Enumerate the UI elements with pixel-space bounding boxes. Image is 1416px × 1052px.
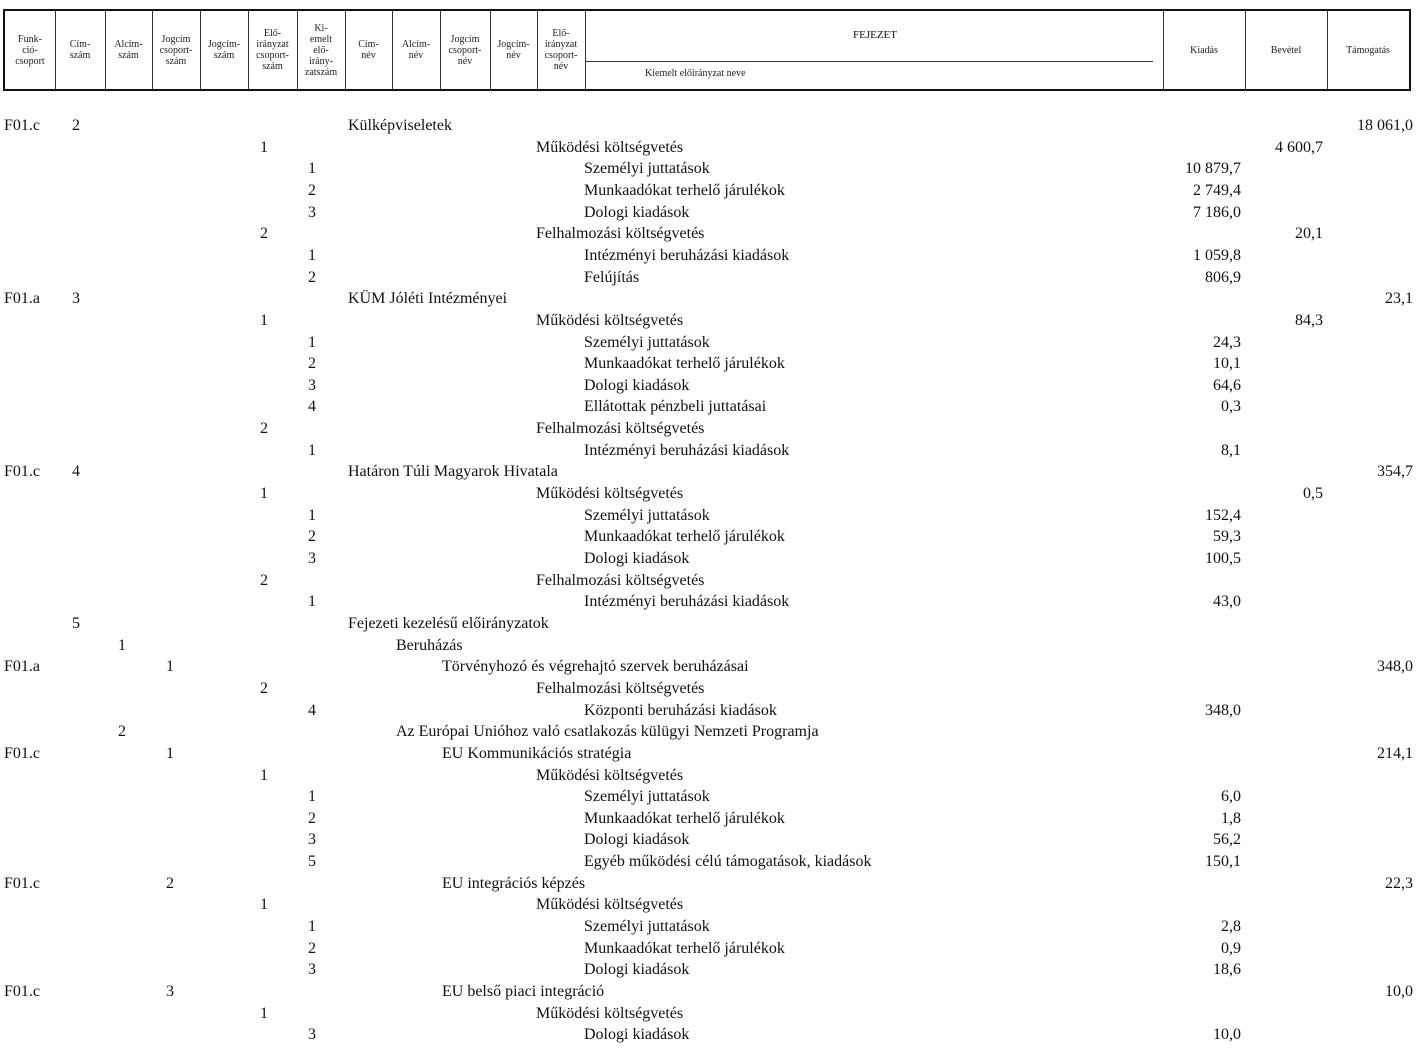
table-row [0, 701, 1416, 723]
header-col-eloiranyzatcsoportszam: Elő- irányzat csoport- szám [256, 28, 289, 72]
cell-ke: 3 [308, 550, 316, 567]
cell-name: Fejezeti kezelésű előirányzatok [348, 614, 549, 632]
table-row [0, 722, 1416, 744]
table-row [0, 830, 1416, 852]
cell-ecs: 1 [260, 138, 268, 156]
cell-name: Határon Túli Magyarok Hivatala [348, 463, 558, 481]
cell-bev: 84,3 [1295, 311, 1323, 329]
table-row [0, 527, 1416, 549]
cell-name: Intézményi beruházási kiadások [584, 593, 790, 611]
cell-jcs: 1 [166, 658, 174, 676]
table-row [0, 982, 1416, 1004]
cell-kiadas: 64,6 [1213, 376, 1241, 394]
cell-ke: 1 [308, 788, 316, 806]
cell-ecs: 1 [260, 896, 268, 914]
cell-kiadas: 806,9 [1205, 268, 1241, 286]
table-row [0, 181, 1416, 203]
cell-ke: 5 [308, 853, 316, 871]
cell-name: Dologi kiadások [584, 550, 690, 567]
table-row [0, 354, 1416, 376]
cell-kiadas: 18,6 [1213, 961, 1241, 979]
cell-ke: 4 [308, 701, 316, 719]
table-row [0, 592, 1416, 614]
cell-name: Az Európai Unióhoz való csatlakozás külügyi Nemzeti Programja [396, 723, 819, 741]
header-divider [585, 11, 586, 89]
cell-name: Személyi juttatások [584, 160, 710, 178]
header-col-jogcimnev: Jogcím- név [497, 39, 530, 61]
table-row [0, 852, 1416, 874]
cell-kiadas: 2,8 [1221, 918, 1241, 936]
header-col-bevetel: Bevétel [1270, 44, 1302, 56]
cell-name: Dologi kiadások [584, 961, 690, 979]
table-row [0, 116, 1416, 138]
cell-name: Munkaadókat terhelő járulékok [584, 939, 785, 957]
header-col-jogcimcsoportszam: Jogcím csoport- szám [159, 33, 193, 67]
cell-alcim: 2 [118, 723, 126, 741]
cell-kiadas: 10,1 [1213, 355, 1241, 373]
cell-name: Dologi kiadások [584, 831, 690, 849]
table-row [0, 268, 1416, 290]
cell-kiadas: 150,1 [1205, 853, 1241, 871]
table-row [0, 333, 1416, 355]
cell-kiadas: 6,0 [1221, 788, 1241, 806]
table-row [0, 657, 1416, 679]
cell-bev: 0,5 [1303, 485, 1323, 503]
cell-kiadas: 2 749,4 [1193, 181, 1241, 199]
table-row [0, 960, 1416, 982]
cell-name: EU belső piaci integráció [442, 983, 605, 1000]
cell-name: Központi beruházási kiadások [584, 701, 777, 719]
cell-kiadas: 24,3 [1213, 333, 1241, 351]
cell-kiadas: 43,0 [1213, 593, 1241, 611]
table-row [0, 1025, 1416, 1047]
cell-kiadas: 1,8 [1221, 809, 1241, 827]
table-row [0, 549, 1416, 571]
cell-ke: 1 [308, 333, 316, 351]
cell-cim: 3 [72, 290, 80, 308]
cell-name: Működési költségvetés [536, 766, 684, 784]
cell-ke: 4 [308, 398, 316, 416]
cell-name: Intézményi beruházási kiadások [584, 441, 790, 459]
cell-kiadas: 348,0 [1205, 701, 1241, 719]
cell-tam: 354,7 [1377, 463, 1413, 481]
cell-name: EU integrációs képzés [442, 874, 586, 892]
cell-ke: 2 [308, 355, 316, 373]
header-col-funkcio: Funk- ció- csoport [15, 33, 45, 67]
cell-func: F01.c [4, 874, 40, 892]
table-row [0, 397, 1416, 419]
cell-ke: 2 [308, 939, 316, 957]
header-kiemelt: Kiemelt előirányzat neve [645, 68, 746, 79]
table-row [0, 462, 1416, 484]
cell-name: Dologi kiadások [584, 1026, 690, 1044]
cell-ecs: 1 [260, 1004, 268, 1022]
cell-ecs: 1 [260, 311, 268, 329]
cell-func: F01.a [4, 658, 40, 676]
cell-ke: 3 [308, 376, 316, 394]
cell-name: EU Kommunikációs stratégia [442, 744, 632, 762]
cell-jcs: 2 [166, 874, 174, 892]
header-col-cimszam: Cím- szám [69, 39, 91, 61]
table-row [0, 138, 1416, 160]
table-row [0, 679, 1416, 701]
table-row [0, 939, 1416, 961]
cell-ke: 3 [308, 831, 316, 849]
cell-tam: 18 061,0 [1357, 117, 1413, 134]
cell-name: Felújítás [584, 268, 640, 286]
cell-ecs: 1 [260, 766, 268, 784]
cell-tam: 10,0 [1385, 983, 1413, 1000]
cell-cim: 2 [72, 117, 80, 134]
cell-ecs: 2 [260, 225, 268, 243]
cell-name: Személyi juttatások [584, 918, 710, 936]
cell-ke: 2 [308, 528, 316, 546]
header-col-jogcimcsoportnev: Jogcím csoport- név [448, 33, 482, 67]
table-row [0, 636, 1416, 658]
cell-name: Felhalmozási költségvetés [536, 571, 705, 589]
header-col-alcimnev: Alcím- név [401, 39, 431, 61]
header-col-alcimszam: Alcím- szám [114, 39, 143, 61]
table-row [0, 874, 1416, 896]
cell-name: KÜM Jóléti Intézményei [348, 290, 508, 308]
cell-ke: 3 [308, 203, 316, 221]
table-row [0, 289, 1416, 311]
cell-kiadas: 1 059,8 [1193, 246, 1241, 264]
cell-name: Működési költségvetés [536, 138, 684, 156]
cell-cim: 5 [72, 614, 80, 632]
cell-bev: 4 600,7 [1275, 138, 1323, 156]
cell-name: Intézményi beruházási kiadások [584, 246, 790, 264]
cell-name: Dologi kiadások [584, 376, 690, 394]
table-row [0, 917, 1416, 939]
cell-ke: 1 [308, 593, 316, 611]
cell-name: Munkaadókat terhelő járulékok [584, 355, 785, 373]
table-row [0, 744, 1416, 766]
table-row [0, 1004, 1416, 1026]
cell-name: Egyéb működési célú támogatások, kiadások [584, 853, 872, 871]
cell-kiadas: 0,3 [1221, 398, 1241, 416]
header-col-cimnev: Cím- név [358, 39, 379, 61]
cell-ecs: 2 [260, 420, 268, 438]
cell-name: Személyi juttatások [584, 788, 710, 806]
cell-name: Munkaadókat terhelő járulékok [584, 181, 785, 199]
cell-func: F01.c [4, 983, 40, 1000]
cell-name: Ellátottak pénzbeli juttatásai [584, 398, 767, 416]
cell-ke: 1 [308, 441, 316, 459]
cell-name: Működési költségvetés [536, 485, 684, 503]
table-row [0, 787, 1416, 809]
cell-name: Törvényhozó és végrehajtó szervek beruházásai [442, 658, 749, 676]
cell-jcs: 1 [166, 744, 174, 762]
cell-ke: 2 [308, 181, 316, 199]
cell-name: Beruházás [396, 636, 463, 654]
table-row [0, 203, 1416, 225]
cell-kiadas: 56,2 [1213, 831, 1241, 849]
cell-kiadas: 0,9 [1221, 939, 1241, 957]
cell-kiadas: 7 186,0 [1193, 203, 1241, 221]
cell-func: F01.c [4, 117, 40, 134]
cell-ecs: 1 [260, 485, 268, 503]
cell-tam: 22,3 [1385, 874, 1413, 892]
cell-kiadas: 152,4 [1205, 506, 1241, 524]
header-col-kiemelteloiranyzatszam: Ki- emelt elő- irány- zatszám [304, 22, 338, 78]
cell-ke: 1 [308, 506, 316, 524]
cell-ke: 2 [308, 809, 316, 827]
table-row [0, 224, 1416, 246]
table-row [0, 419, 1416, 441]
cell-ke: 1 [308, 246, 316, 264]
cell-name: Dologi kiadások [584, 203, 690, 221]
cell-ke: 1 [308, 918, 316, 936]
cell-name: Felhalmozási költségvetés [536, 679, 705, 697]
cell-ecs: 2 [260, 571, 268, 589]
cell-name: Személyi juttatások [584, 506, 710, 524]
cell-kiadas: 59,3 [1213, 528, 1241, 546]
cell-jcs: 3 [166, 983, 174, 1000]
cell-ecs: 2 [260, 679, 268, 697]
cell-name: Felhalmozási költségvetés [536, 420, 705, 438]
cell-cim: 4 [72, 463, 80, 481]
cell-ke: 3 [308, 961, 316, 979]
cell-name: Személyi juttatások [584, 333, 710, 351]
cell-name: Működési költségvetés [536, 1004, 684, 1022]
cell-name: Működési költségvetés [536, 896, 684, 914]
cell-kiadas: 8,1 [1221, 441, 1241, 459]
cell-name: Munkaadókat terhelő járulékok [584, 809, 785, 827]
header-fejezet: FEJEZET [853, 29, 897, 41]
cell-ke: 2 [308, 268, 316, 286]
header-hline [585, 61, 1153, 62]
table-row [0, 506, 1416, 528]
table-row [0, 614, 1416, 636]
table-row [0, 376, 1416, 398]
cell-bev: 20,1 [1295, 225, 1323, 243]
cell-name: Felhalmozási költségvetés [536, 225, 705, 243]
table-row [0, 766, 1416, 788]
cell-name: Munkaadókat terhelő járulékok [584, 528, 785, 546]
cell-kiadas: 10 879,7 [1185, 160, 1241, 178]
table-row [0, 441, 1416, 463]
cell-tam: 23,1 [1385, 290, 1413, 308]
header-col-kiadas: Kiadás [1190, 44, 1218, 56]
cell-alcim: 1 [118, 636, 126, 654]
cell-ke: 1 [308, 160, 316, 178]
cell-kiadas: 100,5 [1205, 550, 1241, 567]
cell-func: F01.c [4, 463, 40, 481]
table-row [0, 484, 1416, 506]
cell-tam: 348,0 [1377, 658, 1413, 676]
cell-func: F01.c [4, 744, 40, 762]
cell-name: Külképviseletek [348, 117, 452, 134]
table-row [0, 246, 1416, 268]
table-row [0, 159, 1416, 181]
cell-name: Működési költségvetés [536, 311, 684, 329]
table-row [0, 571, 1416, 593]
header-col-tamogatas: Támogatás [1346, 44, 1390, 56]
table-row [0, 895, 1416, 917]
cell-ke: 3 [308, 1026, 316, 1044]
header-col-jogcimszam: Jogcím- szám [207, 39, 241, 61]
cell-func: F01.a [4, 290, 40, 308]
cell-kiadas: 10,0 [1213, 1026, 1241, 1044]
table-row [0, 809, 1416, 831]
header-col-eloiranyzatcsoportnev: Elő- irányzat csoport- név [544, 28, 578, 72]
cell-tam: 214,1 [1377, 744, 1413, 762]
table-row [0, 311, 1416, 333]
